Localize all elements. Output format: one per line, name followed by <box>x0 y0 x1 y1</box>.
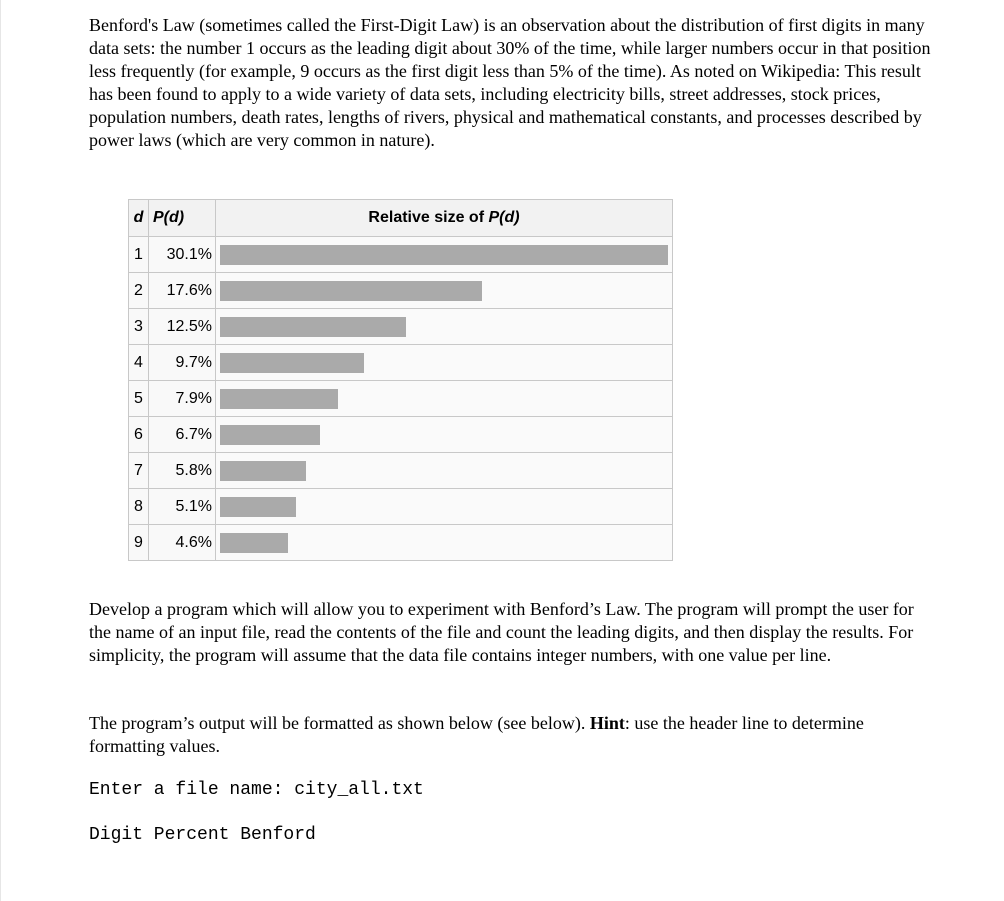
header-d: d <box>129 200 149 237</box>
table-row <box>129 381 673 417</box>
bar-cell <box>216 489 673 525</box>
benford-table <box>128 199 673 561</box>
probability-cell: 5.1% <box>149 489 216 525</box>
digit-cell: 4 <box>129 345 149 381</box>
bar-7 <box>220 461 306 481</box>
probability-cell: 6.7% <box>149 417 216 453</box>
format-text: The program’s output will be formatted as shown below (see below). <box>89 713 590 733</box>
page-edge <box>0 0 1 901</box>
bar-cell <box>216 345 673 381</box>
table-row <box>129 273 673 309</box>
header-relative-size: Relative size of P(d) <box>216 200 673 237</box>
table-row <box>129 453 673 489</box>
table-header-row <box>129 200 673 237</box>
digit-cell: 3 <box>129 309 149 345</box>
bar-1 <box>220 245 668 265</box>
table-row <box>129 345 673 381</box>
digit-cell: 2 <box>129 273 149 309</box>
bar-cell <box>216 417 673 453</box>
bar-6 <box>220 425 320 445</box>
probability-cell: 5.8% <box>149 453 216 489</box>
probability-cell: 30.1% <box>149 237 216 273</box>
probability-cell: 9.7% <box>149 345 216 381</box>
table-row <box>129 237 673 273</box>
task-paragraph: Develop a program which will allow you to experiment with Benford’s Law. The program will prompt the user for the name of an input file, read the contents of the file and count the leading digits, and then display the results. For simplicity, the program will assume that the data file contains integer numbers, with one value per line. <box>89 599 914 665</box>
console-header: Digit Percent Benford <box>89 825 316 845</box>
bar-cell <box>216 273 673 309</box>
hint-text: : use the header line to determine formatting values. <box>89 713 864 756</box>
bar-4 <box>220 353 364 373</box>
digit-cell: 7 <box>129 453 149 489</box>
digit-cell: 1 <box>129 237 149 273</box>
probability-cell: 4.6% <box>149 525 216 561</box>
digit-cell: 9 <box>129 525 149 561</box>
benford-table-body <box>129 237 673 561</box>
bar-2 <box>220 281 482 301</box>
bar-8 <box>220 497 296 517</box>
probability-cell: 12.5% <box>149 309 216 345</box>
bar-9 <box>220 533 288 553</box>
bar-cell <box>216 381 673 417</box>
table-row <box>129 489 673 525</box>
bar-cell <box>216 453 673 489</box>
probability-cell: 17.6% <box>149 273 216 309</box>
bar-3 <box>220 317 406 337</box>
digit-cell: 5 <box>129 381 149 417</box>
table-row <box>129 417 673 453</box>
console-prompt: Enter a file name: city_all.txt <box>89 780 424 800</box>
header-p: P(d) <box>149 200 216 237</box>
format-paragraph <box>89 712 939 758</box>
intro-paragraph: Benford's Law (sometimes called the First-Digit Law) is an observation about the distribution of first digits in many data sets: the number 1 occurs as the leading digit about 30% of the time, while larger numbers occur in that position less frequently (for example, 9 occurs as the first digit less than 5% of the time). As noted on Wikipedia: This result has been found to apply to a wide variety of data sets, including electricity bills, street addresses, stock prices, population numbers, death rates, lengths of rivers, physical and mathematical constants, and processes described by power laws (which are very common in nature). <box>89 15 931 150</box>
hint-label: Hint <box>589 713 625 733</box>
digit-cell: 8 <box>129 489 149 525</box>
bar-cell <box>216 237 673 273</box>
bar-5 <box>220 389 338 409</box>
bar-cell <box>216 525 673 561</box>
digit-cell: 6 <box>129 417 149 453</box>
bar-cell <box>216 309 673 345</box>
table-row <box>129 525 673 561</box>
probability-cell: 7.9% <box>149 381 216 417</box>
table-row <box>129 309 673 345</box>
